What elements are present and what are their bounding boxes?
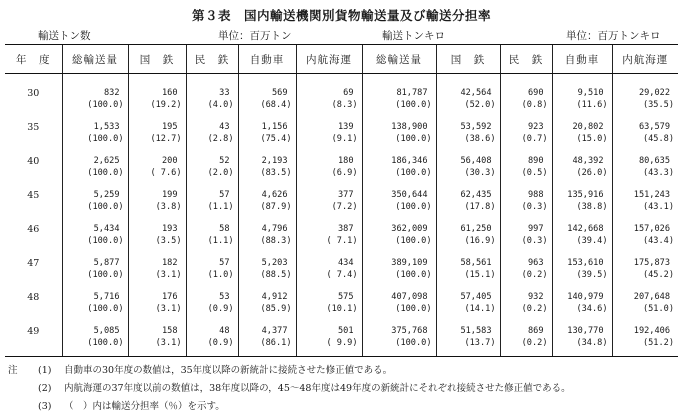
column-header: 内航海運 [296,45,362,74]
share-ratio: (19.2) [150,100,182,110]
value: 5,716 [93,292,120,302]
tonkm-unit: 単位：百万トンキロ [566,30,661,42]
value: 997 [527,224,544,234]
value: 81,787 [396,88,428,98]
share-ratio: (100.0) [87,236,124,246]
data-cell [296,118,362,152]
share-ratio: (34.6) [576,304,608,314]
data-cell [62,84,128,118]
share-ratio: (16.9) [464,236,496,246]
data-cell [186,152,238,186]
value: 140,979 [567,292,604,302]
value: 407,098 [391,292,428,302]
value: 182 [161,258,178,268]
share-ratio: (2.8) [207,134,234,144]
share-ratio: (39.4) [576,236,608,246]
share-ratio: (26.0) [576,168,608,178]
data-cell [186,254,238,288]
data-cell [296,186,362,220]
data-cell [436,254,500,288]
value: 5,085 [93,326,120,336]
value: 57 [219,258,230,268]
value: 501 [337,326,354,336]
share-ratio: (0.2) [521,338,548,348]
data-cell [362,288,436,322]
value: 9,510 [577,88,604,98]
share-ratio: (0.9) [207,338,234,348]
value: 690 [527,88,544,98]
share-ratio: (3.1) [155,338,182,348]
value: 43 [219,122,230,132]
share-ratio: (2.0) [207,168,234,178]
data-cell [238,288,296,322]
share-ratio: (100.0) [87,338,124,348]
share-ratio: (52.0) [464,100,496,110]
data-cell [186,84,238,118]
value: 48 [219,326,230,336]
value: 207,648 [633,292,670,302]
value: 362,009 [391,224,428,234]
data-cell [128,186,186,220]
data-cell [62,152,128,186]
value: 57,405 [460,292,492,302]
note-1 [8,362,571,380]
data-cell [238,220,296,254]
value: 58,561 [460,258,492,268]
data-cell [296,84,362,118]
share-ratio: (10.1) [326,304,358,314]
data-cell [436,84,500,118]
share-ratio: (39.5) [576,270,608,280]
value: 890 [527,156,544,166]
value: 176 [161,292,178,302]
data-cell [186,118,238,152]
value: 63,579 [638,122,670,132]
share-ratio: (43.3) [642,168,674,178]
value: 69 [343,88,354,98]
share-ratio: (6.9) [331,168,358,178]
note-num: (3) [38,401,52,412]
share-ratio: ( 7.6) [150,168,182,178]
data-cell [186,220,238,254]
value: 193 [161,224,178,234]
column-header: 総輸送量 [62,45,128,74]
share-ratio: (100.0) [87,100,124,110]
table-row [5,152,678,186]
share-ratio: (0.2) [521,304,548,314]
value: 869 [527,326,544,336]
value: 153,610 [567,258,604,268]
share-ratio: (3.1) [155,304,182,314]
year-cell: 46 [27,224,40,235]
value: 2,625 [93,156,120,166]
data-cell [128,322,186,357]
column-header: 民 鉄 [500,45,552,74]
share-ratio: (88.5) [260,270,292,280]
share-ratio: (0.3) [521,236,548,246]
share-ratio: (1.0) [207,270,234,280]
note-text: （ ）内は輸送分担率（％）を示す。 [64,401,225,412]
value: 58 [219,224,230,234]
value: 151,243 [633,190,670,200]
data-cell [362,84,436,118]
column-header: 総輸送量 [362,45,436,74]
share-ratio: (85.9) [260,304,292,314]
data-cell [612,152,678,186]
value: 138,900 [391,122,428,132]
share-ratio: (4.0) [207,100,234,110]
column-header: 年 度 [5,45,62,74]
share-ratio: (83.5) [260,168,292,178]
data-cell [612,254,678,288]
share-ratio: (100.0) [395,134,432,144]
share-ratio: (45.2) [642,270,674,280]
table-title: 第３表 国内輸送機関別貨物輸送量及び輸送分担率 [191,8,491,23]
year-cell: 48 [27,292,40,303]
share-ratio: (43.1) [642,202,674,212]
share-ratio: (1.1) [207,236,234,246]
value: 48,392 [572,156,604,166]
share-ratio: (14.1) [464,304,496,314]
value: 61,250 [460,224,492,234]
share-ratio: ( 7.4) [326,270,358,280]
data-cell [296,322,362,357]
value: 160 [161,88,178,98]
data-cell [612,84,678,118]
share-ratio: (86.1) [260,338,292,348]
share-ratio: (11.6) [576,100,608,110]
value: 33 [219,88,230,98]
share-ratio: (75.4) [260,134,292,144]
value: 932 [527,292,544,302]
notes-label: 注 [8,365,18,376]
data-cell [500,186,552,220]
value: 130,770 [567,326,604,336]
data-cell [238,254,296,288]
value: 4,626 [261,190,288,200]
data-cell [186,288,238,322]
column-header: 民 鉄 [186,45,238,74]
tonnage-heading: 輸送トン数 [38,30,91,42]
share-ratio: (100.0) [395,168,432,178]
data-cell [612,118,678,152]
value: 192,406 [633,326,670,336]
table-row [5,220,678,254]
value: 375,768 [391,326,428,336]
header-row [5,45,678,74]
share-ratio: (35.5) [642,100,674,110]
year-cell: 45 [27,190,40,201]
table-row [5,288,678,322]
share-ratio: (43.4) [642,236,674,246]
share-ratio: (0.8) [521,100,548,110]
value: 52 [219,156,230,166]
value: 195 [161,122,178,132]
data-cell [362,152,436,186]
value: 5,259 [93,190,120,200]
data-cell [238,84,296,118]
note-text: 自動車の30年度の数値は，35年度以降の新統計に接続させた修正値である。 [64,365,393,376]
data-cell [552,84,612,118]
data-cell [128,84,186,118]
value: 377 [337,190,354,200]
value: 180 [337,156,354,166]
column-header: 自動車 [552,45,612,74]
value: 56,408 [460,156,492,166]
share-ratio: (0.5) [521,168,548,178]
value: 20,802 [572,122,604,132]
data-cell [552,220,612,254]
value: 135,916 [567,190,604,200]
year-cell: 35 [27,122,40,133]
share-ratio: ( 7.1) [326,236,358,246]
value: 387 [337,224,354,234]
note-num: (2) [38,383,52,394]
data-cell [362,220,436,254]
share-ratio: (3.1) [155,270,182,280]
note-num: (1) [38,365,52,376]
value: 1,533 [93,122,120,132]
share-ratio: (3.5) [155,236,182,246]
value: 53 [219,292,230,302]
share-ratio: (12.7) [150,134,182,144]
share-ratio: (15.0) [576,134,608,144]
value: 186,346 [391,156,428,166]
data-cell [238,322,296,357]
data-cell [552,186,612,220]
data-cell [436,288,500,322]
share-ratio: (9.1) [331,134,358,144]
share-ratio: (0.7) [521,134,548,144]
data-cell [436,220,500,254]
data-cell [612,186,678,220]
column-header: 国 鉄 [436,45,500,74]
table-body [5,74,678,357]
data-cell [500,288,552,322]
value: 4,912 [261,292,288,302]
data-cell [62,220,128,254]
column-header: 国 鉄 [128,45,186,74]
data-cell [612,322,678,357]
notes [8,362,571,416]
value: 4,377 [261,326,288,336]
share-ratio: (34.8) [576,338,608,348]
data-cell [62,186,128,220]
data-cell [552,322,612,357]
share-ratio: (100.0) [87,304,124,314]
data-cell [500,118,552,152]
note-2 [8,380,571,398]
data-cell [62,254,128,288]
data-cell [362,254,436,288]
data-cell [500,322,552,357]
value: 1,156 [261,122,288,132]
data-cell [128,118,186,152]
value: 988 [527,190,544,200]
data-cell [296,254,362,288]
data-cell [552,118,612,152]
data-cell [128,288,186,322]
share-ratio: (100.0) [87,134,124,144]
data-cell [362,186,436,220]
value: 350,644 [391,190,428,200]
table-row [5,118,678,152]
data-cell [296,288,362,322]
share-ratio: ( 9.9) [326,338,358,348]
data-cell [362,322,436,357]
data-cell [62,322,128,357]
data-cell [296,220,362,254]
data-cell [186,322,238,357]
data-cell [436,186,500,220]
value: 62,435 [460,190,492,200]
share-ratio: (100.0) [395,270,432,280]
year-cell: 47 [27,258,40,269]
year-cell: 30 [27,88,40,99]
data-cell [500,220,552,254]
data-cell [62,288,128,322]
data-cell [238,152,296,186]
value: 158 [161,326,178,336]
value: 5,203 [261,258,288,268]
share-ratio: (68.4) [260,100,292,110]
share-ratio: (45.8) [642,134,674,144]
data-cell [436,322,500,357]
share-ratio: (0.9) [207,304,234,314]
data-cell [500,152,552,186]
share-ratio: (7.2) [331,202,358,212]
value: 142,668 [567,224,604,234]
share-ratio: (8.3) [331,100,358,110]
year-cell: 40 [27,156,40,167]
share-ratio: (0.3) [521,202,548,212]
value: 175,873 [633,258,670,268]
share-ratio: (100.0) [395,100,432,110]
value: 2,193 [261,156,288,166]
value: 389,109 [391,258,428,268]
data-cell [62,118,128,152]
share-ratio: (38.6) [464,134,496,144]
value: 29,022 [638,88,670,98]
value: 5,877 [93,258,120,268]
column-header: 内航海運 [612,45,678,74]
year-cell: 49 [5,322,62,357]
share-ratio: (15.1) [464,270,496,280]
value: 963 [527,258,544,268]
value: 57 [219,190,230,200]
value: 832 [103,88,120,98]
share-ratio: (0.2) [521,270,548,280]
share-ratio: (100.0) [395,304,432,314]
share-ratio: (51.0) [642,304,674,314]
table-row [5,322,678,357]
share-ratio: (38.8) [576,202,608,212]
tonkm-heading: 輸送トンキロ [382,30,445,42]
data-cell [436,152,500,186]
data-cell [552,288,612,322]
value: 569 [271,88,288,98]
data-cell [128,254,186,288]
share-ratio: (100.0) [395,338,432,348]
tonnage-unit: 単位：百万トン [218,30,292,42]
data-cell [128,220,186,254]
share-ratio: (100.0) [87,202,124,212]
share-ratio: (30.3) [464,168,496,178]
table-row [5,254,678,288]
share-ratio: (51.2) [642,338,674,348]
share-ratio: (1.1) [207,202,234,212]
value: 53,592 [460,122,492,132]
value: 42,564 [460,88,492,98]
data-cell [500,84,552,118]
freight-table [5,44,678,357]
note-3 [8,398,571,416]
value: 80,635 [638,156,670,166]
column-header: 自動車 [238,45,296,74]
value: 139 [337,122,354,132]
note-text: 内航海運の37年度以前の数値は，38年度以降の，45～48年度は49年度の新統計にそれぞれ接続させた修正値である。 [64,383,571,394]
table-row [5,186,678,220]
share-ratio: (100.0) [87,168,124,178]
data-cell [436,118,500,152]
value: 51,583 [460,326,492,336]
data-cell [552,254,612,288]
data-cell [612,288,678,322]
share-ratio: (100.0) [87,270,124,280]
share-ratio: (88.3) [260,236,292,246]
share-ratio: (3.8) [155,202,182,212]
share-ratio: (17.8) [464,202,496,212]
value: 434 [337,258,354,268]
data-cell [552,152,612,186]
value: 199 [161,190,178,200]
data-cell [238,186,296,220]
data-cell [128,152,186,186]
data-cell [296,152,362,186]
share-ratio: (100.0) [395,202,432,212]
share-ratio: (100.0) [395,236,432,246]
value: 5,434 [93,224,120,234]
data-cell [500,254,552,288]
data-cell [612,220,678,254]
value: 157,026 [633,224,670,234]
share-ratio: (13.7) [464,338,496,348]
data-cell [238,118,296,152]
value: 4,796 [261,224,288,234]
data-cell [186,186,238,220]
data-cell [362,118,436,152]
share-ratio: (87.9) [260,202,292,212]
value: 575 [337,292,354,302]
value: 923 [527,122,544,132]
value: 200 [161,156,178,166]
table-row [5,84,678,118]
